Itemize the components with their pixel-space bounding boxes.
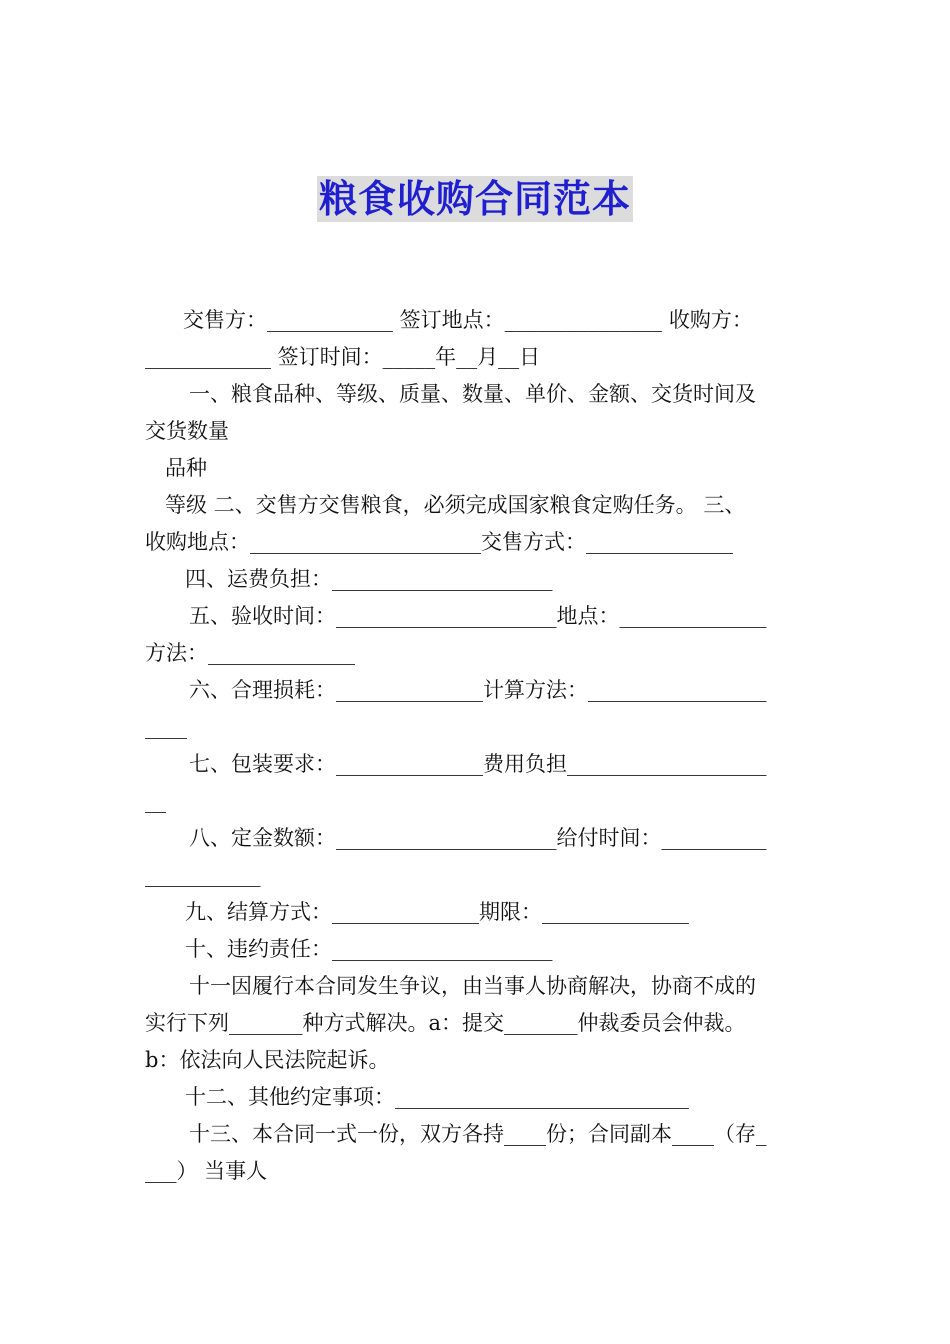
document-title-row (0, 176, 950, 222)
contract-line: 十一因履行本合同发生争议，由当事人协商解决，协商不成的 (189, 974, 756, 998)
contract-line: ____ (145, 715, 187, 739)
contract-line: 交货数量 (145, 419, 229, 443)
contract-line: 方法：______________ (145, 641, 355, 665)
contract-line: 七、包装要求：______________费用负担___________________ (189, 752, 767, 776)
contract-line: ____________ 签订时间：_____年__月__日 (145, 345, 541, 369)
contract-line: ___________ (145, 863, 261, 887)
contract-line: 品种 (165, 456, 207, 480)
contract-line: 十二、其他约定事项：____________________________ (185, 1085, 689, 1109)
contract-line: 五、验收时间：_____________________地点：______________ (189, 604, 767, 628)
contract-line: 十、违约责任：_____________________ (185, 937, 553, 961)
contract-line: 等级 二、交售方交售粮食，必须完成国家粮食定购任务。 三、 (165, 493, 746, 517)
contract-line: 收购地点：______________________交售方式：______________ (145, 530, 733, 554)
contract-line: b：依法向人民法院起诉。 (145, 1048, 390, 1072)
contract-line: 九、结算方式：______________期限：______________ (185, 900, 689, 924)
contract-line: 四、运费负担：_____________________ (185, 567, 553, 591)
contract-line: 实行下列_______种方式解决。a：提交_______仲裁委员会仲裁。 (145, 1011, 746, 1035)
document-title: 粮食收购合同范本 (318, 177, 631, 221)
contract-line: 交售方：____________ 签订地点：_______________ 收购方： (183, 308, 753, 332)
contract-body (145, 302, 807, 1190)
contract-line: 一、粮食品种、等级、质量、数量、单价、金额、交货时间及 (189, 382, 756, 406)
contract-line: 八、定金数额：_____________________给付时间：__________ (189, 826, 767, 850)
contract-line: 十三、本合同一式一份，双方各持____份；合同副本____（存_ (189, 1122, 767, 1146)
contract-line: ___） 当事人 (145, 1159, 268, 1183)
contract-line: __ (145, 789, 166, 813)
contract-line: 六、合理损耗：______________计算方法：_________________ (189, 678, 767, 702)
